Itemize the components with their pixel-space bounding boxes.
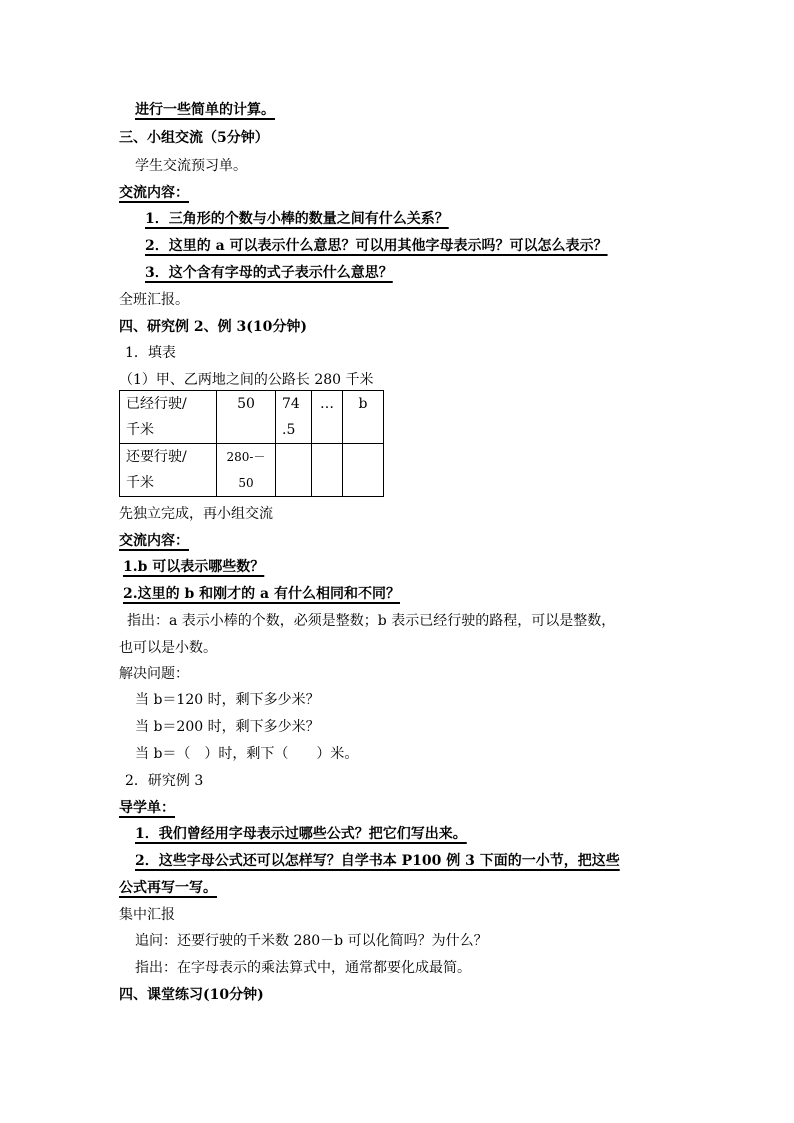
row-label-line: 还要行驶/: [126, 449, 187, 465]
section-3-title: 三、小组交流（5分钟）: [119, 130, 269, 146]
table-cell: …: [312, 391, 343, 444]
solve-3-part-b: ）时，剩下（: [204, 746, 289, 762]
table-cell: [312, 444, 343, 497]
question-1: 1．三角形的个数与小棒的数量之间有什么关系？: [145, 211, 449, 227]
follow-up-question: 追问：还要行驶的千米数 280－b 可以化简吗？为什么？: [135, 933, 488, 949]
section-4-title: 四、研究例 2、例 3(10分钟): [119, 319, 307, 335]
guide-2-line-a: 2．这些字母公式还可以怎样写？自学书本 P100 例 3 下面的一小节，把这些: [135, 853, 620, 869]
table-row: [120, 391, 384, 444]
solve-3-part-c: ）米。: [316, 746, 359, 762]
fill-table: [119, 390, 384, 497]
row-label-line: 千米: [126, 422, 154, 438]
row-label-line: 千米: [126, 475, 154, 491]
continued-line: 进行一些简单的计算。: [135, 102, 275, 118]
report-1: 全班汇报。: [119, 292, 189, 308]
guide-label: 导学单：: [119, 800, 175, 816]
table-cell: [217, 444, 276, 497]
table-cell: [120, 444, 217, 497]
section-3-desc: 学生交流预习单。: [135, 158, 247, 174]
table-cell: [343, 444, 384, 497]
question-3: 3．这个含有字母的式子表示什么意思？: [145, 265, 393, 281]
solve-2: 当 b＝200 时，剩下多少米？: [135, 719, 320, 735]
point-2: 指出：在字母表示的乘法算式中，通常都要化成最简。: [135, 960, 471, 976]
cell-line: 50: [238, 476, 254, 490]
after-table-note: 先独立完成，再小组交流: [119, 506, 273, 522]
question-4: 1.b 可以表示哪些数？: [123, 559, 265, 575]
item-1-sub: （1）甲、乙两地之间的公路长 280 千米: [119, 372, 374, 388]
item-1: 1．填表: [125, 345, 176, 361]
table-cell: [276, 444, 312, 497]
table-cell: b: [343, 391, 384, 444]
question-5: 2.这里的 b 和刚才的 a 有什么相同和不同？: [123, 586, 400, 602]
cell-line: 74: [282, 396, 300, 412]
guide-1: 1．我们曾经用字母表示过哪些公式？把它们写出来。: [135, 826, 467, 842]
point-1-line-a: 指出：a 表示小棒的个数，必须是整数；b 表示已经行驶的路程，可以是整数，: [127, 613, 616, 629]
solve-3: [135, 744, 358, 764]
solve-1: 当 b＝120 时，剩下多少米？: [135, 692, 320, 708]
table-row: [120, 444, 384, 497]
solve-3-part-a: 当 b＝（: [135, 746, 191, 762]
table-cell: 50: [217, 391, 276, 444]
exchange-label-2: 交流内容：: [119, 533, 189, 549]
cell-line: 280-－: [226, 450, 266, 464]
guide-2-line-b: 公式再写一写。: [119, 880, 217, 896]
question-2: 2．这里的 a 可以表示什么意思？可以用其他字母表示吗？可以怎么表示？: [145, 238, 608, 254]
report-2: 集中汇报: [119, 907, 175, 923]
row-label-line: 已经行驶/: [126, 396, 187, 412]
point-1-line-b: 也可以是小数。: [119, 640, 217, 656]
solve-label: 解决问题：: [119, 666, 189, 682]
cell-line: .5: [282, 422, 296, 438]
table-cell: [120, 391, 217, 444]
section-5-title: 四、课堂练习(10分钟): [119, 987, 264, 1003]
exchange-label-1: 交流内容：: [119, 185, 189, 201]
item-2: 2．研究例 3: [125, 773, 204, 789]
table-cell: [276, 391, 312, 444]
